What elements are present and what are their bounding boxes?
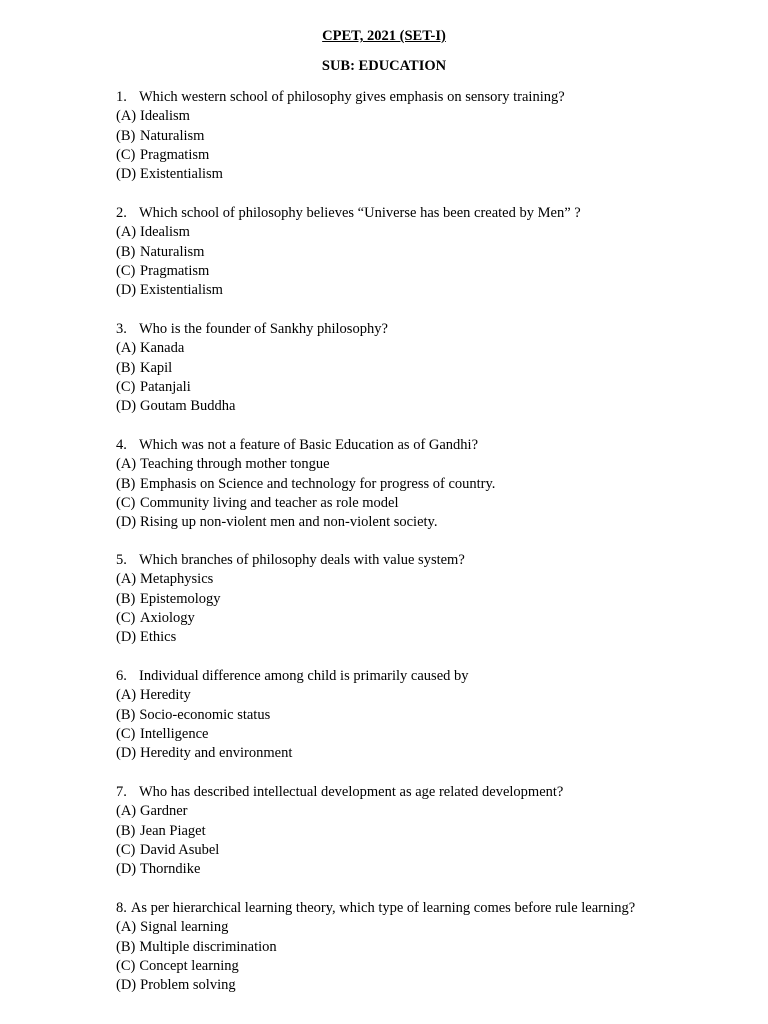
question-7 [116, 783, 756, 879]
option-text: Existentialism [140, 166, 223, 183]
option-letter: (A) [116, 687, 137, 704]
option-a [116, 107, 756, 126]
option-d [116, 397, 756, 416]
option-b [116, 475, 756, 494]
question-number: 8. [116, 900, 127, 916]
option-letter: (B) [116, 127, 136, 144]
option-letter: (C) [116, 725, 136, 742]
question-5 [116, 551, 756, 647]
option-letter: (B) [116, 590, 136, 607]
option-c [116, 262, 756, 281]
option-c [116, 146, 756, 165]
option-c [116, 609, 756, 628]
question-number: 4. [116, 437, 127, 453]
option-a [116, 455, 756, 474]
question-number: 1. [116, 89, 127, 105]
question-stem: Which branches of philosophy deals with value system? [139, 552, 465, 568]
option-text: Heredity [140, 687, 191, 704]
option-text: David Asubel [140, 841, 220, 858]
option-text: Goutam Buddha [140, 398, 236, 415]
option-letter: (D) [116, 861, 137, 878]
question-stem: Individual difference among child is primarily caused by [139, 668, 469, 684]
option-letter: (D) [116, 977, 137, 994]
option-a [116, 223, 756, 242]
option-letter: (C) [116, 378, 136, 395]
option-a [116, 686, 756, 705]
question-1 [116, 88, 756, 184]
question-4 [116, 436, 756, 532]
option-text: Signal learning [140, 919, 229, 936]
option-letter: (A) [116, 803, 137, 820]
option-b [116, 938, 756, 957]
option-letter: (B) [116, 359, 136, 376]
question-text [116, 204, 756, 223]
option-letter: (D) [116, 745, 137, 762]
question-stem: As per hierarchical learning theory, which type of learning comes before rule learning? [130, 900, 636, 916]
question-number: 2. [116, 205, 127, 221]
option-letter: (A) [116, 340, 137, 357]
option-letter: (D) [116, 514, 137, 531]
option-letter: (C) [116, 494, 136, 511]
option-text: Socio-economic status [139, 706, 271, 723]
option-letter: (D) [116, 629, 137, 646]
option-a [116, 570, 756, 589]
option-b [116, 243, 756, 262]
option-text: Heredity and environment [140, 745, 293, 762]
option-letter: (D) [116, 398, 137, 415]
option-letter: (C) [116, 146, 136, 163]
option-text: Naturalism [140, 127, 205, 144]
option-text: Teaching through mother tongue [140, 456, 330, 473]
option-a [116, 918, 756, 937]
option-letter: (D) [116, 282, 137, 299]
option-text: Pragmatism [140, 146, 210, 163]
option-text: Multiple discrimination [139, 938, 277, 955]
option-text: Kapil [140, 359, 173, 376]
option-b [116, 127, 756, 146]
option-letter: (C) [116, 262, 136, 279]
question-stem: Which western school of philosophy gives emphasis on sensory training? [139, 89, 565, 105]
option-text: Emphasis on Science and technology for progress of country. [140, 475, 496, 492]
option-a [116, 339, 756, 358]
option-letter: (B) [116, 475, 136, 492]
option-letter: (C) [116, 609, 136, 626]
option-c [116, 957, 756, 976]
option-letter: (B) [116, 243, 136, 260]
option-d [116, 628, 756, 647]
question-number: 3. [116, 321, 127, 337]
option-text: Community living and teacher as role model [140, 494, 399, 511]
option-d [116, 513, 756, 532]
option-d [116, 281, 756, 300]
option-b [116, 359, 756, 378]
option-d [116, 860, 756, 879]
option-text: Existentialism [140, 282, 223, 299]
option-text: Problem solving [140, 977, 236, 994]
question-6 [116, 667, 756, 763]
option-text: Idealism [140, 108, 190, 125]
document-title: CPET, 2021 (SET-I) [322, 28, 446, 44]
option-letter: (B) [116, 822, 136, 839]
option-text: Jean Piaget [140, 822, 206, 839]
option-b [116, 590, 756, 609]
option-text: Axiology [140, 609, 195, 626]
question-stem: Who is the founder of Sankhy philosophy? [139, 321, 388, 337]
question-stem: Who has described intellectual development as age related development? [139, 784, 564, 800]
option-a [116, 802, 756, 821]
option-b [116, 706, 756, 725]
option-text: Epistemology [140, 590, 221, 607]
question-text [116, 667, 756, 686]
option-letter: (C) [116, 841, 136, 858]
option-text: Ethics [140, 629, 177, 646]
question-text [116, 783, 756, 802]
option-text: Concept learning [139, 957, 239, 974]
option-letter: (A) [116, 224, 137, 241]
option-b [116, 822, 756, 841]
option-c [116, 841, 756, 860]
option-letter: (A) [116, 571, 137, 588]
question-number: 7. [116, 784, 127, 800]
option-text: Naturalism [140, 243, 205, 260]
option-text: Rising up non-violent men and non-violent society. [140, 514, 438, 531]
option-text: Thorndike [140, 861, 201, 878]
option-d [116, 744, 756, 763]
option-text: Metaphysics [140, 571, 214, 588]
option-letter: (D) [116, 166, 137, 183]
question-text [116, 436, 756, 455]
option-text: Patanjali [140, 378, 191, 395]
option-c [116, 494, 756, 513]
question-number: 5. [116, 552, 127, 568]
question-8 [116, 899, 756, 995]
option-text: Gardner [140, 803, 188, 820]
option-text: Intelligence [140, 725, 209, 742]
option-text: Idealism [140, 224, 190, 241]
question-text [116, 551, 756, 570]
option-text: Pragmatism [140, 262, 210, 279]
question-stem: Which was not a feature of Basic Education as of Gandhi? [139, 437, 479, 453]
option-text: Kanada [140, 340, 185, 357]
option-c [116, 725, 756, 744]
question-2 [116, 204, 756, 300]
question-text [116, 899, 756, 918]
question-3 [116, 320, 756, 416]
option-c [116, 378, 756, 397]
option-letter: (B) [116, 706, 136, 723]
question-text [116, 320, 756, 339]
option-d [116, 976, 756, 995]
option-letter: (A) [116, 456, 137, 473]
option-letter: (A) [116, 919, 137, 936]
subject-heading: SUB: EDUCATION [321, 58, 447, 74]
option-d [116, 165, 756, 184]
option-letter: (A) [116, 108, 137, 125]
question-number: 6. [116, 668, 127, 684]
option-letter: (C) [116, 957, 136, 974]
question-stem: Which school of philosophy believes “Universe has been created by Men” ? [139, 205, 581, 221]
question-text [116, 88, 756, 107]
option-letter: (B) [116, 938, 136, 955]
